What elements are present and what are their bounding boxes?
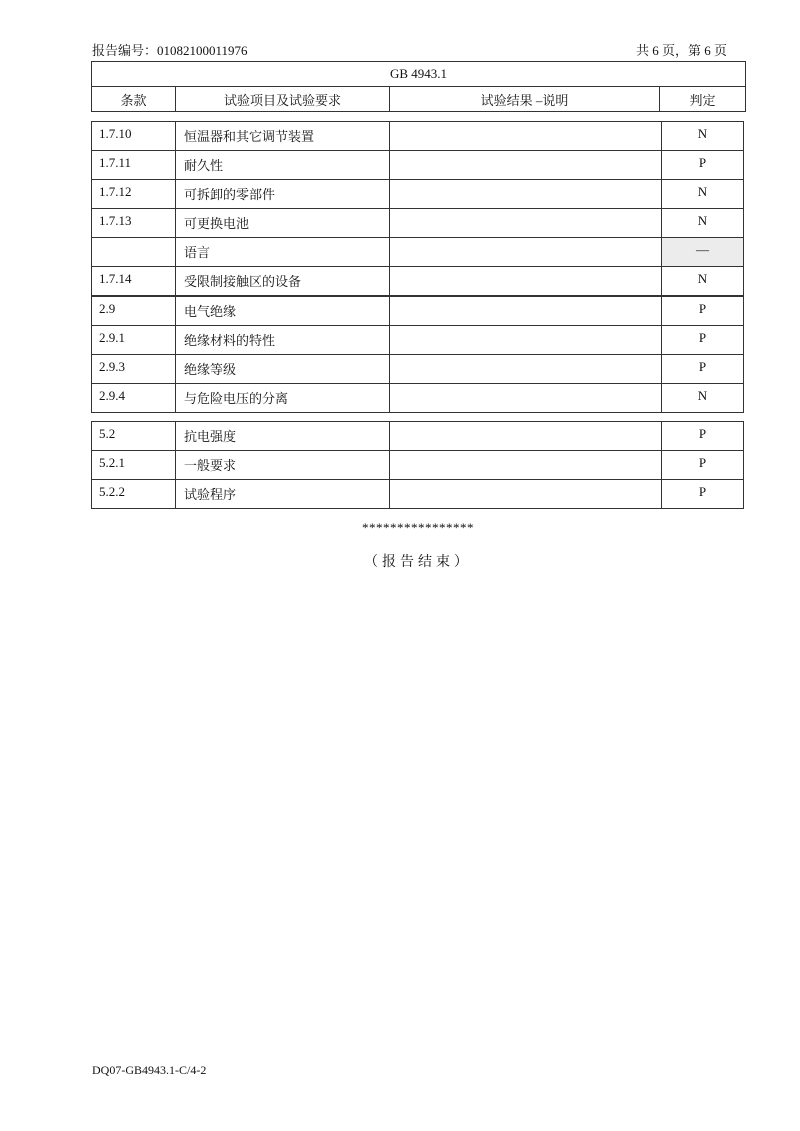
table-row xyxy=(92,422,744,451)
page-info: 共 6 页，第 6 页 xyxy=(635,43,727,58)
item-cell: 抗电强度 xyxy=(176,422,390,451)
verdict-cell: N xyxy=(662,122,744,151)
verdict-cell: P xyxy=(662,326,744,355)
table-row xyxy=(92,180,744,209)
clause-cell: 1.7.14 xyxy=(92,267,176,296)
clause-cell: 1.7.13 xyxy=(92,209,176,238)
column-header-verdict: 判定 xyxy=(660,87,746,112)
clause-cell xyxy=(92,238,176,267)
result-cell xyxy=(390,297,662,326)
form-code-footer: DQ07-GB4943.1-C/4-2 xyxy=(92,1063,207,1077)
result-cell xyxy=(390,122,662,151)
verdict-cell: N xyxy=(662,384,744,413)
clause-cell: 2.9.4 xyxy=(92,384,176,413)
result-cell xyxy=(390,422,662,451)
table-row xyxy=(92,384,744,413)
table-row xyxy=(92,151,744,180)
table-row xyxy=(92,238,744,267)
verdict-cell: P xyxy=(662,151,744,180)
section-table-1 xyxy=(91,121,744,296)
item-cell: 绝缘材料的特性 xyxy=(176,326,390,355)
table-row xyxy=(92,297,744,326)
clause-cell: 1.7.12 xyxy=(92,180,176,209)
verdict-cell: P xyxy=(662,297,744,326)
item-cell: 受限制接触区的设备 xyxy=(176,267,390,296)
table-row xyxy=(92,267,744,296)
verdict-cell: P xyxy=(662,422,744,451)
result-cell xyxy=(390,180,662,209)
result-cell xyxy=(390,451,662,480)
table-row xyxy=(92,480,744,509)
clause-cell: 2.9.1 xyxy=(92,326,176,355)
clause-cell: 5.2.2 xyxy=(92,480,176,509)
clause-cell: 2.9 xyxy=(92,297,176,326)
result-cell xyxy=(390,238,662,267)
item-cell: 语言 xyxy=(176,238,390,267)
verdict-cell: P xyxy=(662,480,744,509)
verdict-cell: N xyxy=(662,209,744,238)
result-cell xyxy=(390,267,662,296)
table-row xyxy=(92,209,744,238)
table-row xyxy=(92,451,744,480)
column-header-item: 试验项目及试验要求 xyxy=(176,87,390,112)
result-cell xyxy=(390,151,662,180)
clause-cell: 5.2 xyxy=(92,422,176,451)
item-cell: 恒温器和其它调节装置 xyxy=(176,122,390,151)
table-row xyxy=(92,122,744,151)
section-table-3 xyxy=(91,421,744,509)
result-cell xyxy=(390,326,662,355)
standard-header-table xyxy=(91,61,746,112)
report-end-note: （报告结束） xyxy=(364,555,472,570)
result-cell xyxy=(390,384,662,413)
verdict-cell: P xyxy=(662,451,744,480)
result-cell xyxy=(390,355,662,384)
end-stars: **************** xyxy=(362,520,474,535)
item-cell: 绝缘等级 xyxy=(176,355,390,384)
clause-cell: 1.7.10 xyxy=(92,122,176,151)
clause-cell: 2.9.3 xyxy=(92,355,176,384)
clause-cell: 5.2.1 xyxy=(92,451,176,480)
item-cell: 可更换电池 xyxy=(176,209,390,238)
column-header-result: 试验结果 –说明 xyxy=(390,87,660,112)
item-cell: 电气绝缘 xyxy=(176,297,390,326)
table-row xyxy=(92,355,744,384)
item-cell: 试验程序 xyxy=(176,480,390,509)
table-row xyxy=(92,326,744,355)
section-table-2 xyxy=(91,296,744,413)
item-cell: 可拆卸的零部件 xyxy=(176,180,390,209)
verdict-cell: — xyxy=(662,238,744,267)
verdict-cell: P xyxy=(662,355,744,384)
report-number: 报告编号：01082100011976 xyxy=(92,43,248,58)
column-header-clause: 条款 xyxy=(92,87,176,112)
item-cell: 一般要求 xyxy=(176,451,390,480)
standard-title: GB 4943.1 xyxy=(92,62,746,87)
item-cell: 耐久性 xyxy=(176,151,390,180)
verdict-cell: N xyxy=(662,180,744,209)
verdict-cell: N xyxy=(662,267,744,296)
result-cell xyxy=(390,480,662,509)
result-cell xyxy=(390,209,662,238)
item-cell: 与危险电压的分离 xyxy=(176,384,390,413)
clause-cell: 1.7.11 xyxy=(92,151,176,180)
